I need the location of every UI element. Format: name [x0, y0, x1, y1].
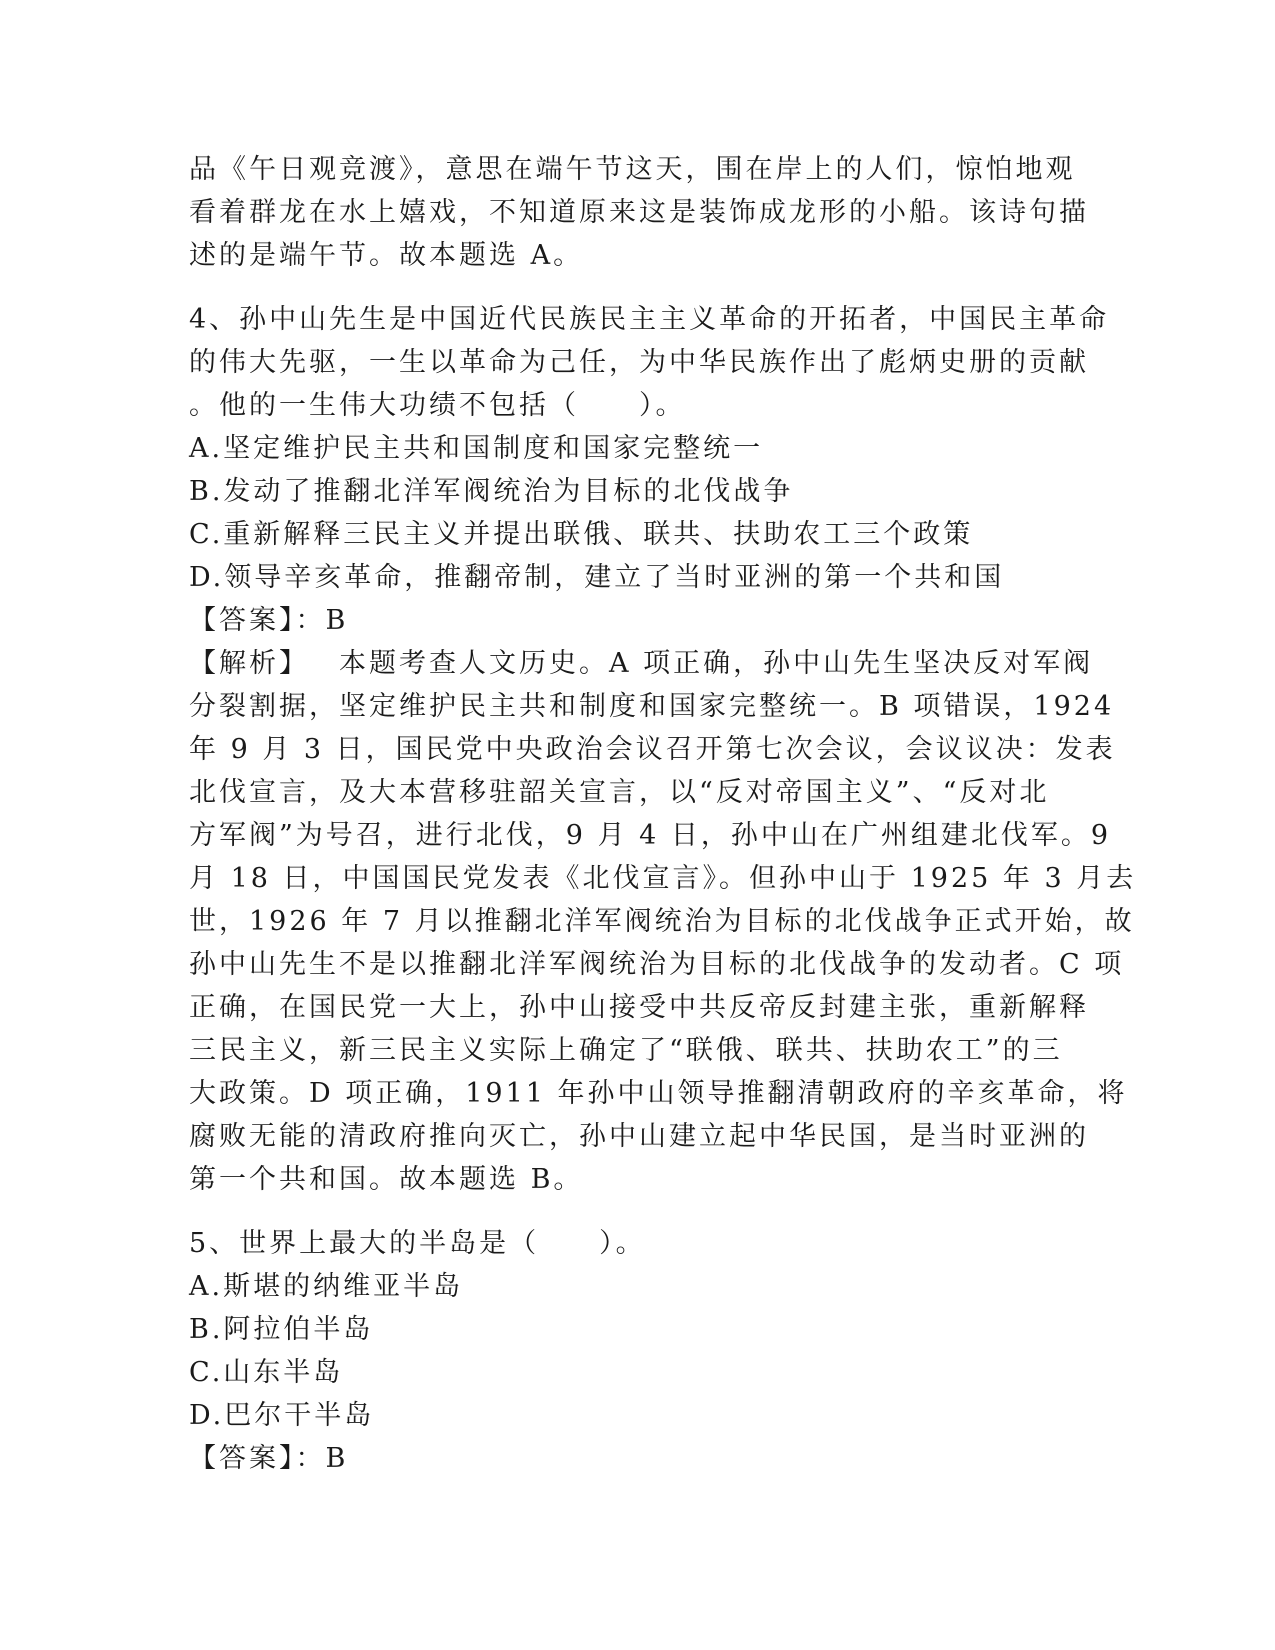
prev-analysis-line: 品《午日观竞渡》，意思在端午节这天，围在岸上的人们，惊怕地观: [189, 154, 1076, 185]
analysis-line: 分裂割据，坚定维护民主共和制度和国家完整统一。B 项错误，1924: [189, 691, 1115, 722]
analysis-line: 三民主义，新三民主义实际上确定了“联俄、联共、扶助农工”的三: [189, 1035, 1063, 1066]
analysis-line: 第一个共和国。故本题选 B。: [189, 1164, 584, 1195]
option-a: A.斯堪的纳维亚半岛: [189, 1271, 464, 1302]
option-c: C.山东半岛: [189, 1357, 344, 1388]
question-stem-line: 。他的一生伟大功绩不包括（ ）。: [189, 390, 686, 421]
analysis-line: 正确，在国民党一大上，孙中山接受中共反帝反封建主张，重新解释: [189, 992, 1089, 1023]
analysis-line: 世，1926 年 7 月以推翻北洋军阀统治为目标的北伐战争正式开始，故: [189, 906, 1135, 937]
prev-analysis-line: 述的是端午节。故本题选 A。: [189, 240, 584, 271]
question-5: [189, 1222, 1089, 1480]
prev-analysis-block: [189, 148, 1089, 277]
answer-line: [189, 1437, 1089, 1480]
analysis-line: 腐败无能的清政府推向灭亡，孙中山建立起中华民国，是当时亚洲的: [189, 1121, 1089, 1152]
document-page: [189, 148, 1137, 1480]
option-b: B.阿拉伯半岛: [189, 1314, 374, 1345]
option-b: B.发动了推翻北洋军阀统治为目标的北伐战争: [189, 476, 794, 507]
option-c: C.重新解释三民主义并提出联俄、联共、扶助农工三个政策: [189, 519, 974, 550]
option-a: A.坚定维护民主共和国制度和国家完整统一: [189, 433, 764, 464]
option-d: D.巴尔干半岛: [189, 1400, 375, 1431]
analysis-line: 大政策。D 项正确，1911 年孙中山领导推翻清朝政府的辛亥革命，将: [189, 1078, 1128, 1109]
analysis-line: 北伐宣言，及大本营移驻韶关宣言，以“反对帝国主义”、“反对北: [189, 777, 1050, 808]
analysis-line: 方军阀”为号召，进行北伐，9 月 4 日，孙中山在广州组建北伐军。9: [189, 820, 1112, 851]
answer-value: ：B: [295, 1443, 349, 1474]
prev-analysis-line: 看着群龙在水上嬉戏，不知道原来这是装饰成龙形的小船。该诗句描: [189, 197, 1089, 228]
question-stem-line: 5、世界上最大的半岛是（ ）。: [189, 1228, 646, 1259]
analysis-line: 月 18 日，中国国民党发表《北伐宣言》。但孙中山于 1925 年 3 月去: [189, 863, 1137, 894]
analysis-label: 【解析】: [189, 648, 309, 679]
analysis-text: 本题考查人文历史。A 项正确，孙中山先生坚决反对军阀: [339, 648, 1094, 679]
answer-label: 【答案】: [189, 605, 296, 636]
question-stem-line: 的伟大先驱，一生以革命为己任，为中华民族作出了彪炳史册的贡献: [189, 347, 1089, 378]
analysis-first-line: [189, 642, 1094, 685]
answer-line: [189, 599, 1089, 642]
option-d: D.领导辛亥革命，推翻帝制，建立了当时亚洲的第一个共和国: [189, 562, 1005, 593]
analysis-line: 年 9 月 3 日，国民党中央政治会议召开第七次会议，会议议决：发表: [189, 734, 1116, 765]
analysis-line: 孙中山先生不是以推翻北洋军阀统治为目标的北伐战争的发动者。C 项: [189, 949, 1125, 980]
question-stem-line: 4、孙中山先生是中国近代民族民主主义革命的开拓者，中国民主革命: [189, 304, 1110, 335]
answer-label: 【答案】: [189, 1443, 296, 1474]
answer-value: ：B: [295, 605, 349, 636]
question-4: [189, 298, 1137, 1201]
